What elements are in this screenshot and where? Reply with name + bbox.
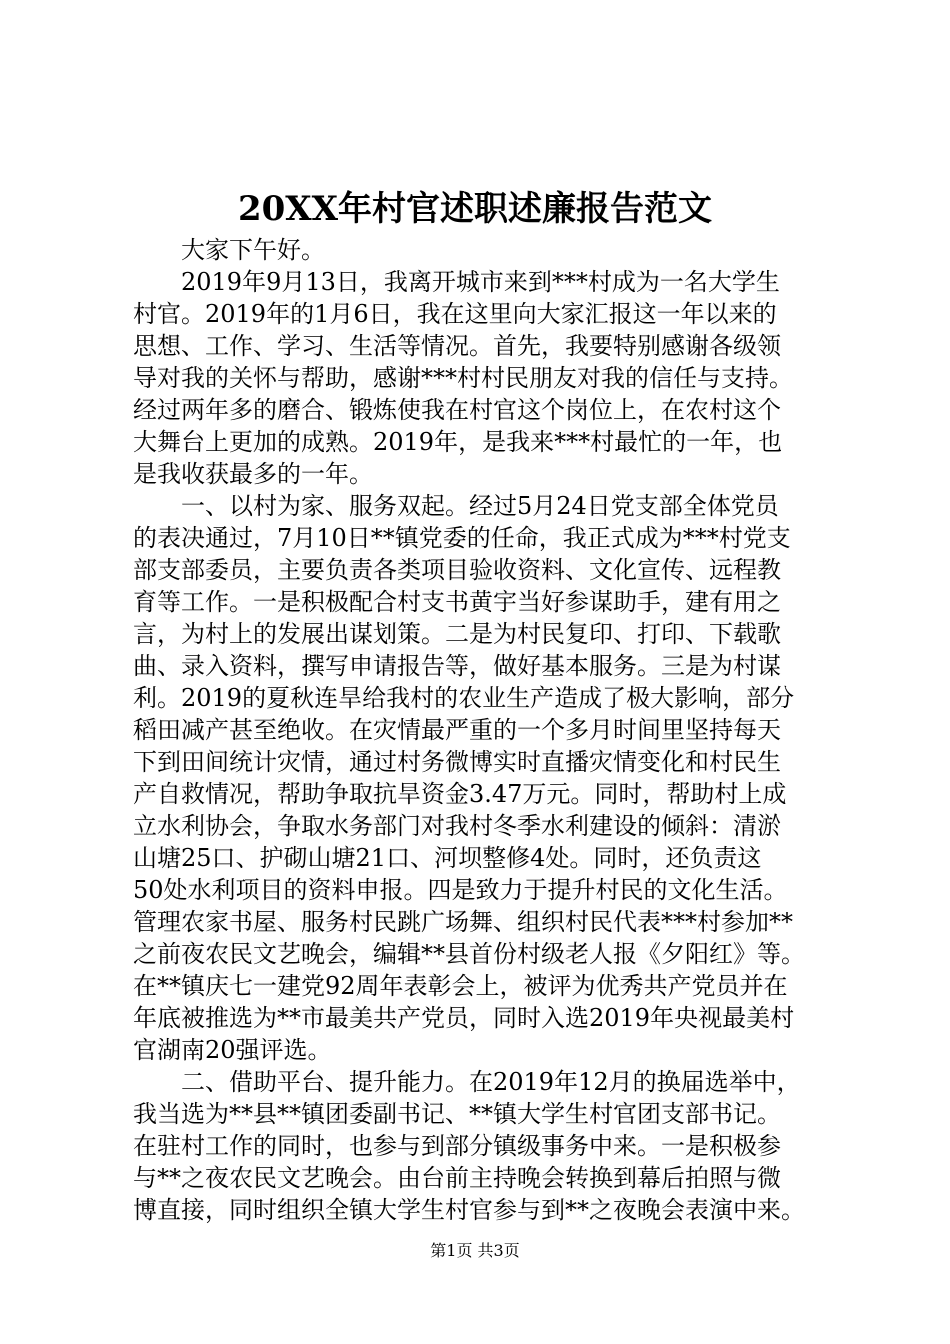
body-text-line: 村官。2019年的1月6日，我在这里向大家汇报这一年以来的: [133, 300, 777, 328]
body-text-line: 之前夜农民文艺晚会，编辑**县首份村级老人报《夕阳红》等。: [133, 940, 805, 968]
body-text-line: 山塘25口、护砌山塘21口、河坝整修4处。同时，还负责这: [133, 844, 762, 872]
body-text-line: 年底被推选为**市最美共产党员，同时入选2019年央视最美村: [133, 1004, 795, 1032]
body-text-line: 50处水利项目的资料申报。四是致力于提升村民的文化生活。: [133, 876, 788, 904]
body-text-line: 一、以村为家、服务双起。经过5月24日党支部全体党员: [133, 492, 779, 520]
body-text-line: 是我收获最多的一年。: [133, 460, 373, 488]
body-text-line: 育等工作。一是积极配合村支书黄宇当好参谋助手，建有用之: [133, 588, 781, 616]
body-text-line: 导对我的关怀与帮助，感谢***村村民朋友对我的信任与支持。: [133, 364, 793, 392]
body-text-line: 2019年9月13日，我离开城市来到***村成为一名大学生: [133, 268, 780, 296]
body-text-line: 博直接，同时组织全镇大学生村官参与到**之夜晚会表演中来。: [133, 1196, 805, 1224]
document-title: 20XX年村官述职述廉报告范文: [237, 189, 713, 229]
body-text-line: 下到田间统计灾情，通过村务微博实时直播灾情变化和村民生: [133, 748, 781, 776]
body-text-line: 产自救情况，帮助争取抗旱资金3.47万元。同时，帮助村上成: [133, 780, 787, 808]
body-text-line: 的表决通过，7月10日**镇党委的任命，我正式成为***村党支: [133, 524, 791, 552]
body-text-line: 与**之夜农民文艺晚会。由台前主持晚会转换到幕后拍照与微: [133, 1164, 781, 1192]
body-text-line: 利。2019的夏秋连旱给我村的农业生产造成了极大影响，部分: [133, 684, 795, 712]
page-indicator: 第1页 共3页: [430, 1241, 520, 1260]
document-body: [133, 234, 833, 1226]
body-text-line: 在驻村工作的同时，也参与到部分镇级事务中来。一是积极参: [133, 1132, 781, 1160]
body-text-line: 立水利协会，争取水务部门对我村冬季水利建设的倾斜：清淤: [133, 812, 781, 840]
body-text-line: 部支部委员，主要负责各类项目验收资料、文化宣传、远程教: [133, 556, 781, 584]
body-text-line: 我当选为**县**镇团委副书记、**镇大学生村官团支部书记。: [133, 1100, 781, 1128]
body-text-line: 官湖南20强评选。: [133, 1036, 332, 1064]
body-text-line: 大家下午好。: [133, 236, 325, 264]
body-text-line: 管理农家书屋、服务村民跳广场舞、组织村民代表***村参加**: [133, 908, 793, 936]
body-text-line: 曲、录入资料，撰写申请报告等，做好基本服务。三是为村谋: [133, 652, 781, 680]
body-text-line: 在**镇庆七一建党92周年表彰会上，被评为优秀共产党员并在: [133, 972, 788, 1000]
body-text-line: 大舞台上更加的成熟。2019年，是我来***村最忙的一年，也: [133, 428, 783, 456]
body-text-line: 言，为村上的发展出谋划策。二是为村民复印、打印、下载歌: [133, 620, 781, 648]
body-text-line: 二、借助平台、提升能力。在2019年12月的换届选举中，: [133, 1068, 801, 1096]
body-text-line: 稻田减产甚至绝收。在灾情最严重的一个多月时间里坚持每天: [133, 716, 781, 744]
body-text-line: 思想、工作、学习、生活等情况。首先，我要特别感谢各级领: [133, 332, 781, 360]
body-text-line: 经过两年多的磨合、锻炼使我在村官这个岗位上，在农村这个: [133, 396, 781, 424]
